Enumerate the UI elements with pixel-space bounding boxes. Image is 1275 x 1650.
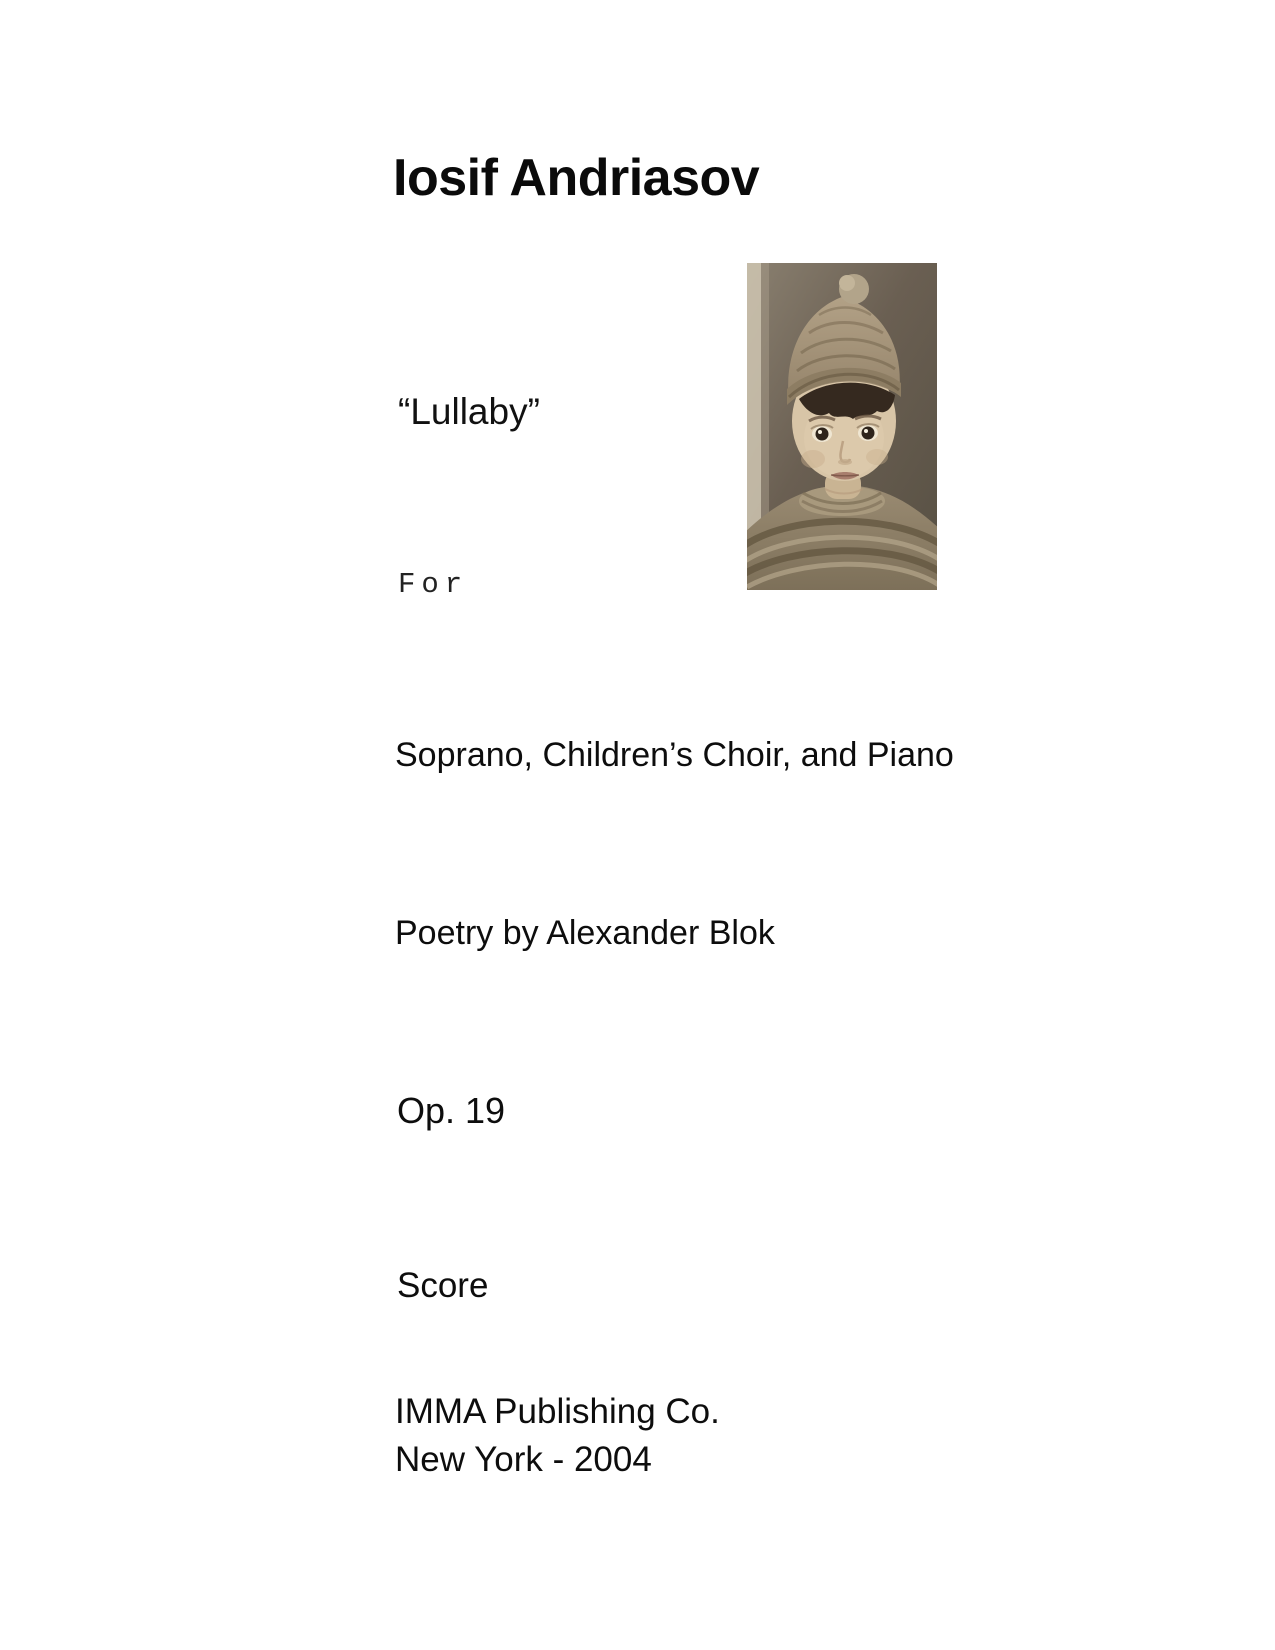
- opus-number: Op. 19: [397, 1090, 506, 1131]
- composer-name: Iosif Andriasov: [393, 149, 760, 207]
- city-year: New York - 2004: [395, 1440, 652, 1479]
- for-label: For: [398, 568, 469, 601]
- ensemble-line: Soprano, Children’s Choir, and Piano: [395, 736, 954, 774]
- work-title: “Lullaby”: [398, 391, 540, 432]
- child-photo: [747, 263, 937, 590]
- publisher-name: IMMA Publishing Co.: [395, 1392, 720, 1431]
- poetry-credit: Poetry by Alexander Blok: [395, 914, 775, 952]
- child-photo-illustration: [747, 263, 937, 590]
- publisher-block: [395, 1388, 720, 1484]
- score-label: Score: [397, 1266, 489, 1305]
